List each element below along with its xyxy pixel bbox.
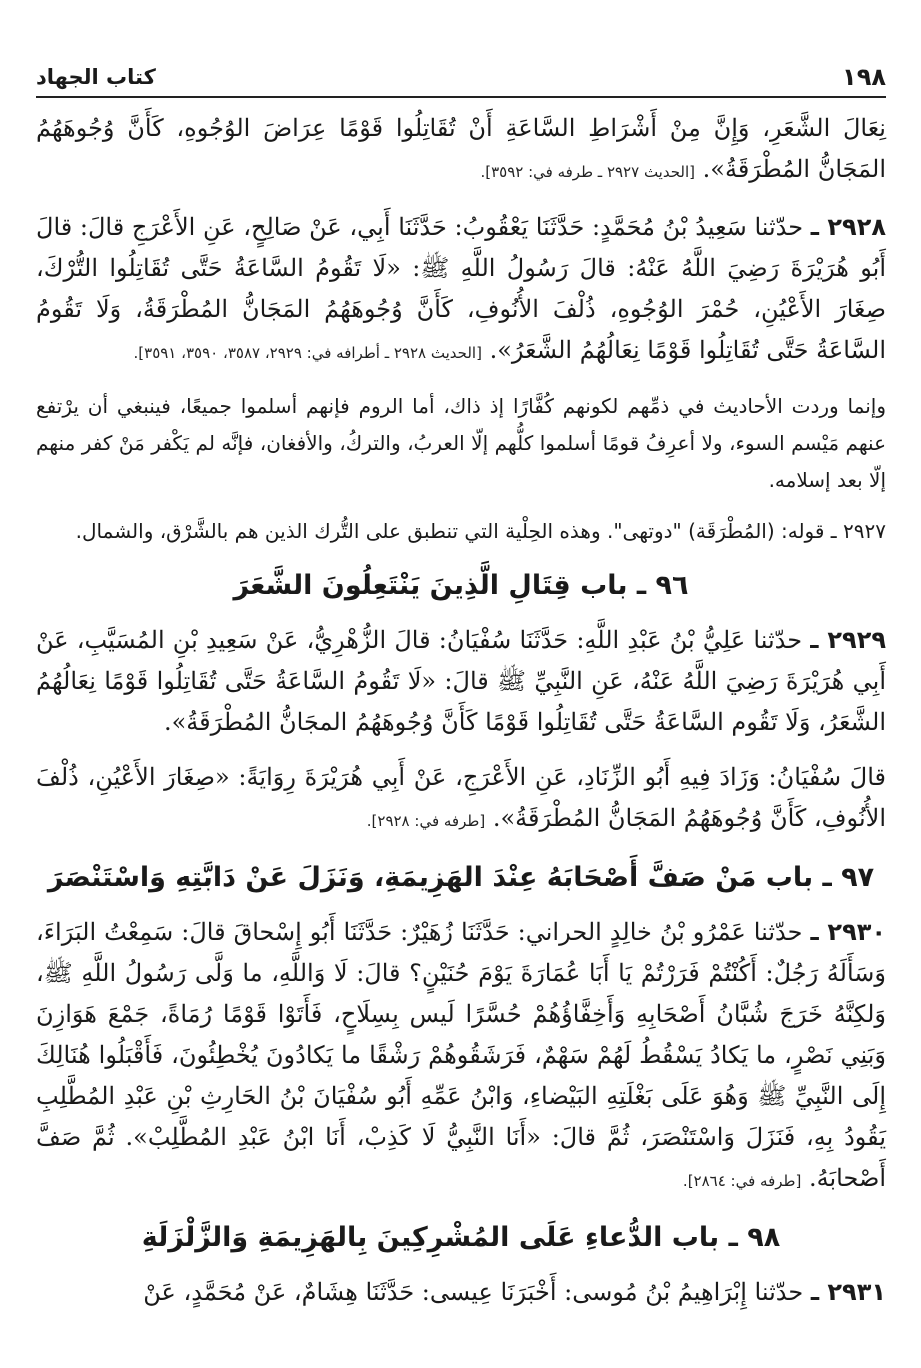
chapter-heading-97: ٩٧ ـ باب مَنْ صَفَّ أَصْحَابَهُ عِنْدَ الهَزِيمَةِ، وَنَزَلَ عَنْ دَابَّتِهِ وَاسْتَنْصَرَ	[47, 862, 875, 893]
hadith-continuation	[36, 108, 886, 193]
hadith-number: ٢٩٣١ ـ	[810, 1278, 886, 1306]
hadith-text: حدّثنا عَلِيُّ بْنُ عَبْدِ اللَّهِ: حَدَّثَنَا سُفْيَانُ: قالَ الزُّهْرِيُّ، عَنْ سَعِيدِ بْنِ المُسَيَّبِ، عَنْ أَبِي هُرَيْرَةَ رَضِيَ اللَّهُ عَنْهُ، عَنِ النَّبِيِّ ﷺ قالَ: «لَا تَقُومُ السَّاعَةُ حَتَّى تُقَاتِلُوا قَوْمًا نِعَالُهُمُ الشَّعَرُ، وَلَا تَقُوم السَّاعَةُ حَتَّى تُقَاتِلُوا قَوْمًا كَأَنَّ وُجُوهَهُمُ المجَانُّ المُطْرَقَةُ».	[36, 626, 886, 736]
hadith-text: حدّثنا سَعِيدُ بْنُ مُحَمَّدٍ: حَدَّثَنَا يَعْقُوبُ: حَدَّثَنَا أَبِي، عَنْ صَالِحٍ، عَنِ الأَعْرَجِ قالَ: قالَ أَبُو هُرَيْرَةَ رَضِيَ اللَّهُ عَنْهُ: قالَ رَسُولُ اللَّهِ ﷺ: «لَا تَقُومُ السَّاعَةُ حَتَّى تُقَاتِلُوا التُّرْكَ، صِغَارَ الأَعْيُنِ، حُمْرَ الوُجُوهِ، ذُلْفَ الأُنُوفِ، كَأَنَّ وُجُوهَهُمُ المَجَانُّ المُطْرَقَةُ، وَلَا تَقُومُ السَّاعَةُ حَتَّى تُقَاتِلُوا قَوْمًا نِعَالُهُمُ الشَّعَرُ».	[36, 213, 886, 364]
hadith-text: حدّثنا عَمْرُو بْنُ خالِدٍ الحراني: حَدَّثَنَا زُهَيْرٌ: حَدَّثَنَا أَبُو إِسْحاقَ قالَ: سَمِعْتُ البَرَاءَ، وَسَأَلَهُ رَجُلٌ: أَكُنْتُمْ فَرَرْتُمْ يَا أَبَا عُمَارَةَ يَوْمَ حُنَيْنٍ؟ قالَ: لَا وَاللَّهِ، ما وَلَّى رَسُولُ اللَّهِ ﷺ، وَلكِنَّهُ خَرَجَ شُبَّانُ أَصْحَابِهِ وَأَخِفَّاؤُهُمْ حُسَّرًا لَيس بِسِلَاحٍ، فَأَتَوْا قَوْمًا رُمَاةً، جَمْعَ هَوَازِنَ وَبَنِي نَصْرٍ، ما يَكادُ يَسْقُطُ لَهُمْ سَهْمٌ، فَرَشَقُوهُمْ رَشْقًا ما يَكادُونَ يُخْطِئُونَ، فَأَقْبَلُوا هُنَالِكَ إِلَى النَّبِيِّ ﷺ وَهُوَ عَلَى بَغْلَتِهِ البَيْضاءِ، وَابْنُ عَمِّهِ أَبُو سُفْيَانَ بْنُ الحَارِثِ بْنِ عَبْدِ المُطَّلِبِ يَقُودُ بِهِ، فَنَزَلَ وَاسْتَنْصَرَ، ثُمَّ قالَ: «أَنَا النَّبِيُّ لَا كَذِبْ، أَنَا ابْنُ عَبْدِ المُطَّلِبْ». ثُمَّ صَفَّ أَصْحابَهُ.	[36, 918, 886, 1192]
hadith-reference: [الحديث ٢٩٢٨ ـ أطرافه في: ٢٩٢٩، ٣٥٨٧، ٣٥٩٠، ٣٥٩١].	[133, 344, 482, 362]
commentary-paragraph	[36, 388, 886, 499]
chapter-heading-98: ٩٨ ـ باب الدُّعاءِ عَلَى المُشْرِكِينَ بِالهَزِيمَةِ وَالزَّلْزَلَةِ	[141, 1222, 781, 1253]
hadith-text: نِعَالَ الشَّعَرِ، وَإِنَّ مِنْ أَشْرَاطِ السَّاعَةِ أَنْ تُقَاتِلُوا قَوْمًا عِرَاضَ الوُجُوهِ، كَأَنَّ وُجُوهَهُمُ المَجَانُّ المُطْرَقَةُ».	[36, 114, 886, 183]
hadith-number: ٢٩٢٩ ـ	[810, 626, 886, 654]
hadith-text: حدّثنا إِبْرَاهِيمُ بْنُ مُوسى: أَخْبَرَنَا عِيسى: حَدَّثَنَا هِشَامٌ، عَنْ مُحَمَّدٍ، عَنْ	[143, 1278, 804, 1306]
chapter-heading-96: ٩٦ ـ باب قِتَالِ الَّذِينَ يَنْتَعِلُونَ الشَّعَرَ	[233, 570, 689, 601]
hadith-addendum	[36, 757, 886, 842]
hadith-2931	[36, 1272, 886, 1313]
hadith-2929	[36, 620, 886, 743]
page-header	[36, 60, 886, 94]
hadith-reference: [طرفه في: ٢٨٦٤].	[682, 1172, 802, 1190]
hadith-number: ٢٩٢٨ ـ	[810, 213, 886, 241]
header-rule	[36, 96, 886, 98]
hadith-reference: [طرفه في: ٢٩٢٨].	[366, 812, 486, 830]
book-page	[36, 0, 886, 1368]
commentary-paragraph-2927	[36, 513, 886, 550]
page-body	[36, 108, 886, 1327]
book-title: كتاب الجهاد	[36, 65, 156, 89]
hadith-2928	[36, 207, 886, 374]
hadith-reference: [الحديث ٢٩٢٧ ـ طرفه في: ٣٥٩٢].	[480, 163, 695, 181]
hadith-text: قالَ سُفْيَانُ: وَزَادَ فِيهِ أَبُو الزِّنَادِ، عَنِ الأَعْرَجِ، عَنْ أَبِي هُرَيْرَةَ رِوَايَةً: «صِغَارَ الأَعْيُنِ، ذُلْفَ الأُنُوفِ، كَأَنَّ وُجُوهَهُمُ المَجَانُّ المُطْرَقَةُ».	[36, 763, 886, 832]
hadith-2930	[36, 912, 886, 1202]
page-number: ١٩٨	[842, 63, 886, 91]
commentary-text: وإنما وردت الأحاديث في ذمِّهم لكونهم كُفَّارًا إذ ذاك، أما الروم فإنهم أسلموا جميعًا، فينبغي أن يرْتفع عنهم مَيْسم السوء، ولا أعرِفُ قومًا أسلموا كلُّهم إلّا العربُ، والتركُ، والأفغان، فإنَّه لم يَكْفر مَنْ كفر منهم إلّا بعد إسلامه.	[36, 394, 886, 492]
hadith-number: ٢٩٣٠ ـ	[810, 918, 887, 946]
commentary-text: ٢٩٢٧ ـ قوله: (المُطْرَقَة) "دوتهى". وهذه الحِلْية التي تنطبق على التُّرك الذين هم بالشَّرْق، والشمال.	[75, 519, 886, 543]
